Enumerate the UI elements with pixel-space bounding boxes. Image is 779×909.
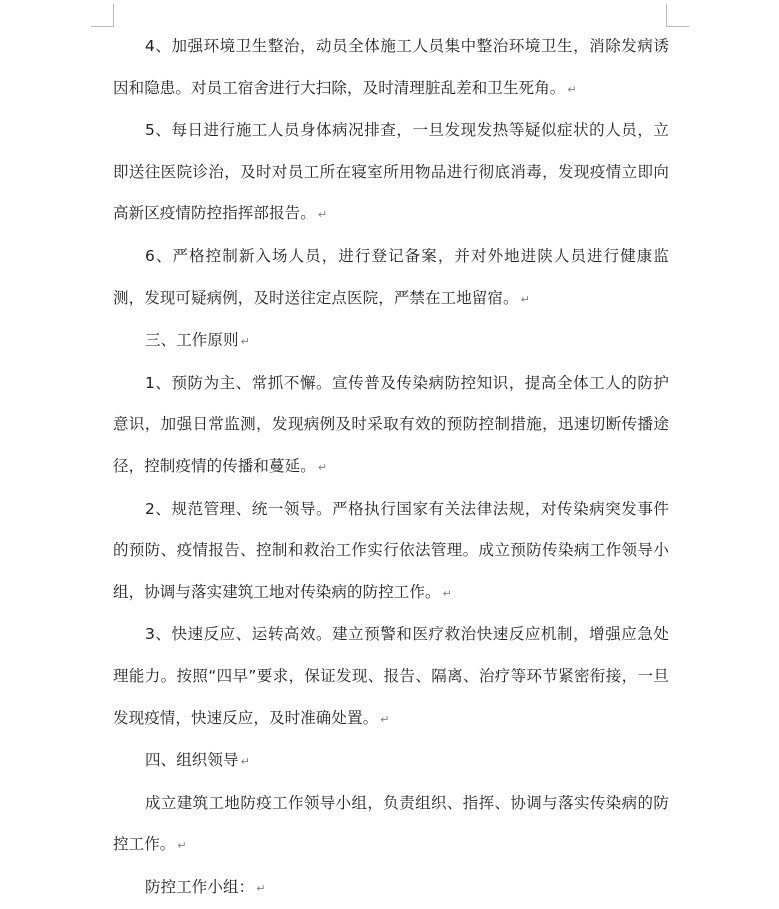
paragraph-mark-icon: ↵: [567, 82, 577, 96]
paragraph-mark-icon: ↵: [380, 712, 390, 726]
paragraph-text: 3、快速反应、运转高效。建立预警和医疗救治快速反应机制，增强应急处理能力。按照“四早”要求，保证发现、报告、隔离、治疗等环节紧密衔接，一旦发现疫情，快速反应，及时准确处置。: [113, 625, 669, 727]
top-right-crop-mark: [666, 4, 689, 27]
heading-text: 四、组织领导: [145, 751, 239, 770]
paragraph-text: 4、加强环境卫生整治，动员全体施工人员集中整治环境卫生，消除发病诱因和隐患。对员工宿舍进行大扫除，及时清理脏乱差和卫生死角。: [113, 37, 669, 97]
heading-text: 三、工作原则: [145, 331, 239, 350]
top-left-crop-mark: [91, 4, 114, 27]
paragraph-mark-icon: ↵: [317, 460, 328, 474]
section-heading-organization[interactable]: [113, 740, 669, 783]
paragraph-mark-icon: ↵: [240, 755, 250, 769]
paragraph-control-team[interactable]: [113, 867, 669, 909]
paragraph-item-6[interactable]: [113, 236, 669, 320]
paragraph-mark-icon: ↵: [256, 881, 266, 895]
paragraph-principle-3[interactable]: [113, 614, 669, 740]
paragraph-mark-icon: ↵: [520, 292, 530, 306]
paragraph-text: 6、严格控制新入场人员，进行登记备案，并对外地进陕人员进行健康监测，发现可疑病例，及时送往定点医院，严禁在工地留宿。: [113, 246, 669, 307]
document-body[interactable]: [113, 26, 669, 909]
section-heading-work-principles[interactable]: [113, 320, 669, 363]
paragraph-mark-icon: ↵: [177, 839, 187, 853]
paragraph-mark-icon: ↵: [442, 586, 452, 600]
paragraph-text: 5、每日进行施工人员身体病况排查，一旦发现发热等疑似症状的人员，立即送往医院诊治，及时对员工所在寝室所用物品进行彻底消毒，发现疫情立即向高新区疫情防控指挥部报告。: [113, 121, 669, 223]
paragraph-text: 成立建筑工地防疫工作领导小组，负责组织、指挥、协调与落实传染病的防控工作。: [113, 793, 669, 854]
paragraph-text: 防控工作小组：: [145, 877, 255, 896]
paragraph-item-4[interactable]: [113, 26, 669, 110]
paragraph-principle-1[interactable]: [113, 363, 669, 489]
paragraph-mark-icon: ↵: [317, 208, 328, 222]
paragraph-mark-icon: ↵: [240, 335, 250, 349]
paragraph-leadership-group[interactable]: [113, 783, 669, 867]
paragraph-text: 1、预防为主、常抓不懈。宣传普及传染病防控知识，提高全体工人的防护意识，加强日常监测，发现病例及时采取有效的预防控制措施，迅速切断传播途径，控制疫情的传播和蔓延。: [113, 373, 669, 475]
paragraph-item-5[interactable]: [113, 110, 669, 236]
paragraph-principle-2[interactable]: [113, 489, 669, 615]
paragraph-text: 2、规范管理、统一领导。严格执行国家有关法律法规，对传染病突发事件的预防、疫情报告、控制和救治工作实行依法管理。成立预防传染病工作领导小组，协调与落实建筑工地对传染病的防控工作。: [113, 499, 669, 601]
